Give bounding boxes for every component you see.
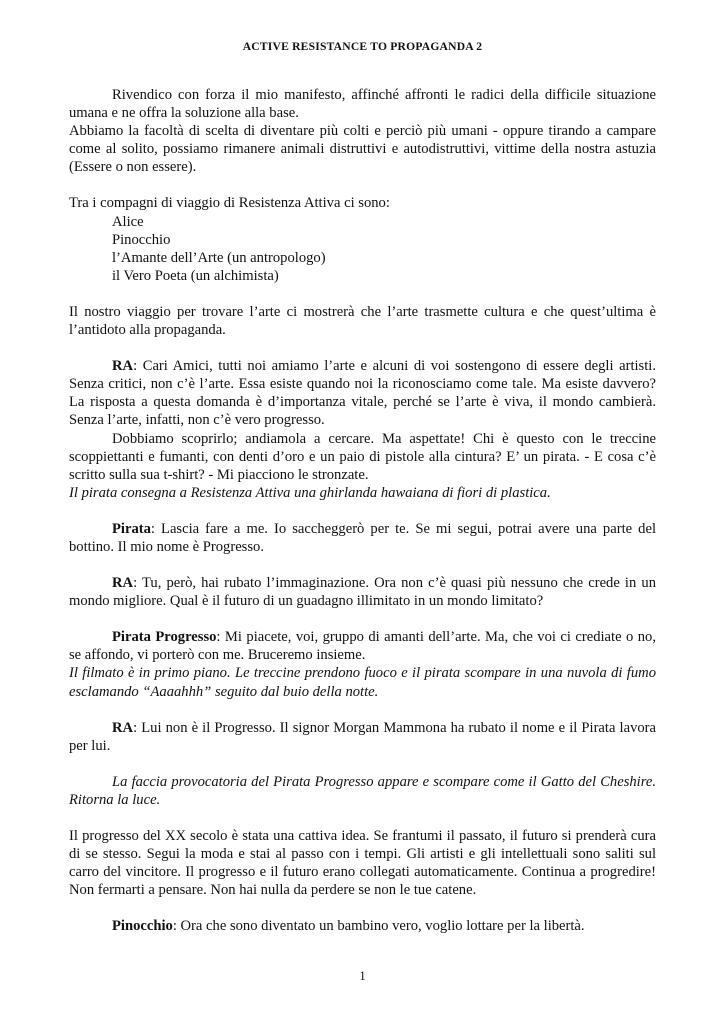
dialogue-ra-1 <box>69 357 656 429</box>
manifesto-paragraph: Rivendico con forza il mio manifesto, affinché affronti le radici della difficile situazione umana e ne offra la soluzione alla base. <box>69 87 656 122</box>
page-number: 1 <box>359 969 366 983</box>
companions-list <box>69 213 656 285</box>
dialogue-pinocchio <box>69 917 656 935</box>
dialogue-pirata <box>69 520 656 556</box>
speaker-name: RA <box>112 358 134 375</box>
dialogue-ra-2 <box>69 574 656 610</box>
dialogue-text: : Ora che sono diventato un bambino vero, voglio lottare per la libertà. <box>172 918 585 935</box>
companions-intro: Tra i compagni di viaggio di Resistenza Attiva ci sono: <box>69 195 390 212</box>
progress-paragraph: Il progresso del XX secolo è stata una cattiva idea. Se frantumi il passato, il futuro si prenderà cura di se stesso. Segui la moda e stai al passo con i tempi. Gli artisti e gli intellettuali sono saliti sul carro del vincitore. Il progresso e il futuro erano collegati automaticamente. Continua a progredire! Non fermarti a pensare. Non hai nulla da perdere se non le tue catene. <box>69 828 656 899</box>
document-page <box>69 0 656 1024</box>
list-item: il Vero Poeta (un alchimista) <box>112 267 279 284</box>
dialogue-pirata-progresso <box>69 628 656 664</box>
dialogue-ra-1-continued: Dobbiamo scoprirlo; andiamola a cercare. Ma aspettate! Chi è questo con le treccine scoppiettanti e fumanti, con denti d’oro e un paio di pistole alla cintura? E’ un pirata. - E cosa c’è scritto sulla sua t-shirt? - Mi piacciono le stronzate. <box>69 430 656 483</box>
stage-direction: Il filmato è in primo piano. Le treccine prendono fuoco e il pirata scompare in una nuvola di fumo esclamando “Aaaahhh” seguito dal buio della notte. <box>69 665 656 700</box>
stage-direction: Il pirata consegna a Resistenza Attiva una ghirlanda hawaiana di fiori di plastica. <box>69 484 551 501</box>
speaker-name: Pirata Progresso <box>112 629 217 646</box>
document-body <box>69 86 656 935</box>
choice-paragraph: Abbiamo la facoltà di scelta di diventare più colti e perciò più umani - oppure tirando a campare come al solito, possiamo rimanere animali distruttivi e autodistruttivi, vittime della nostra astuzia (Essere o non essere). <box>69 123 656 176</box>
list-item: Alice <box>112 213 144 230</box>
document-title: ACTIVE RESISTANCE TO PROPAGANDA 2 <box>242 40 483 53</box>
list-item: Pinocchio <box>112 231 171 248</box>
dialogue-text: : Tu, però, hai rubato l’immaginazione. Ora non c’è quasi più nessuno che crede in un mondo migliore. Qual è il futuro di un guadagno illimitato in un mondo limitato? <box>69 575 656 610</box>
list-item: l’Amante dell’Arte (un antropologo) <box>112 249 326 266</box>
speaker-name: Pirata <box>112 520 151 537</box>
journey-paragraph: Il nostro viaggio per trovare l’arte ci mostrerà che l’arte trasmette cultura e che quest’ultima è l’antidoto alla propaganda. <box>69 303 656 339</box>
dialogue-ra-3 <box>69 719 656 755</box>
dialogue-text: : Lui non è il Progresso. Il signor Morgan Mammona ha rubato il nome e il Pirata lavora per lui. <box>69 719 656 754</box>
stage-direction-cheshire: La faccia provocatoria del Pirata Progresso appare e scompare come il Gatto del Cheshire. Ritorna la luce. <box>69 773 656 808</box>
speaker-name: RA <box>112 719 134 736</box>
speaker-name: RA <box>112 575 134 592</box>
dialogue-text: : Cari Amici, tutti noi amiamo l’arte e alcuni di voi sostengono di essere degli artisti. Senza critici, non c’è l’arte. Essa esiste quando noi la riconosciamo come tale. Ma esiste davvero? La risposta a questa domanda è d’importanza vitale, perché se l’arte è viva, il mondo cambierà. Senza l’arte, infatti, non c’è vero progresso. <box>69 358 656 429</box>
speaker-name: Pinocchio <box>112 918 173 935</box>
dialogue-text: : Lascia fare a me. Io saccheggerò per te. Se mi segui, potrai avere una parte del bottino. Il mio nome è Progresso. <box>69 520 656 555</box>
dialogue-text: : Mi piacete, voi, gruppo di amanti dell’arte. Ma, che voi ci crediate o no, se affondo, vi porterò con me. Bruceremo insieme. <box>69 629 656 664</box>
